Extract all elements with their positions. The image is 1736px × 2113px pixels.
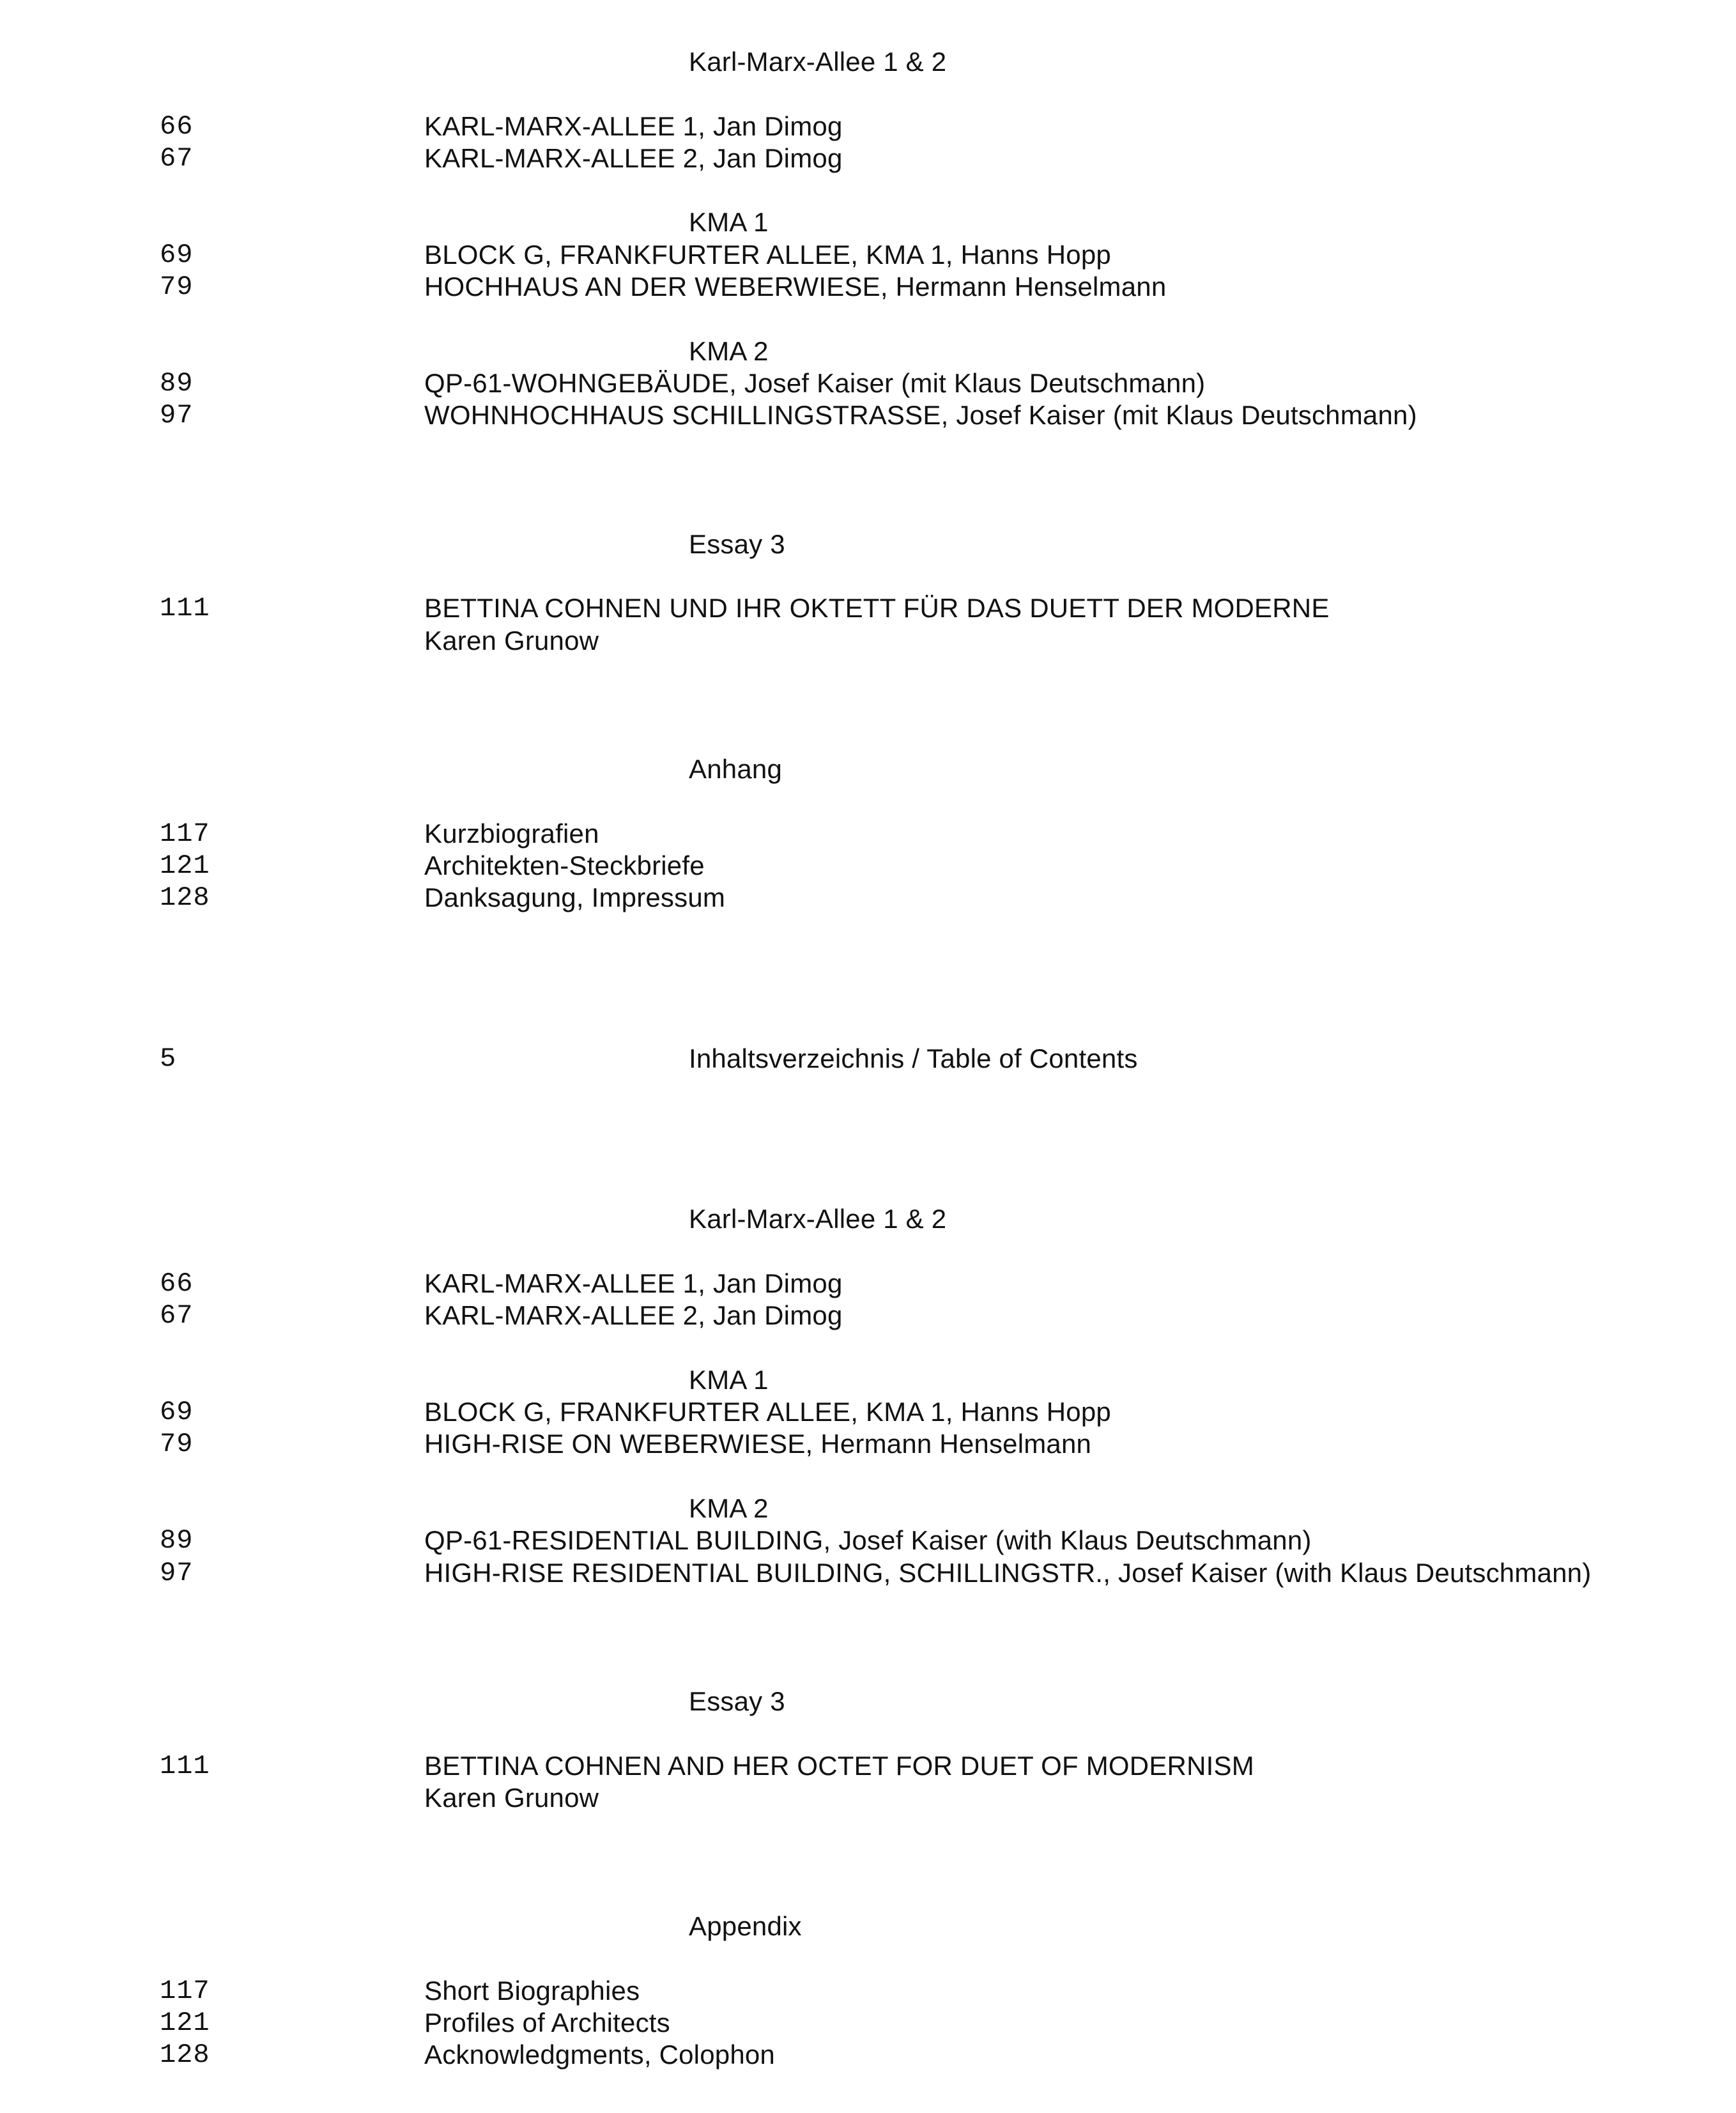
entry-title: Short Biographies: [424, 1976, 640, 2006]
entry-title: HOCHHAUS AN DER WEBERWIESE, Hermann Henselmann: [424, 272, 1167, 302]
entry-page-number: 111: [160, 593, 210, 624]
section-heading-kma-1-2: Karl-Marx-Allee 1 & 2: [689, 47, 947, 77]
entry-page-number: 121: [160, 850, 210, 881]
entry-title: Danksagung, Impressum: [424, 882, 726, 912]
entry-title: KARL-MARX-ALLEE 2, Jan Dimog: [424, 143, 843, 173]
entry-title: HIGH-RISE RESIDENTIAL BUILDING, SCHILLINGSTR., Josef Kaiser (with Klaus Deutschmann): [424, 1558, 1592, 1588]
essay-title: BETTINA COHNEN AND HER OCTET FOR DUET OF MODERNISM: [424, 1751, 1254, 1781]
entry-page-number: 128: [160, 2040, 210, 2070]
essay-author: Karen Grunow: [424, 626, 599, 656]
entry-page-number: 89: [160, 1525, 194, 1556]
section-heading-kma-1: KMA 1: [689, 207, 769, 237]
page-title: Inhaltsverzeichnis / Table of Contents: [689, 1043, 1138, 1073]
entry-title: BLOCK G, FRANKFURTER ALLEE, KMA 1, Hanns Hopp: [424, 1397, 1111, 1427]
entry-page-number: 69: [160, 240, 194, 270]
entry-title: BLOCK G, FRANKFURTER ALLEE, KMA 1, Hanns Hopp: [424, 240, 1111, 270]
entry-page-number: 67: [160, 143, 194, 174]
section-heading-appendix: Appendix: [689, 1911, 802, 1941]
section-heading-essay: Essay 3: [689, 529, 785, 559]
section-heading-kma-2: KMA 2: [689, 1493, 769, 1523]
entry-page-number: 79: [160, 272, 194, 302]
entry-page-number: 128: [160, 882, 210, 913]
entry-page-number: 66: [160, 111, 194, 142]
entry-page-number: 79: [160, 1429, 194, 1459]
entry-title: KARL-MARX-ALLEE 1, Jan Dimog: [424, 111, 843, 141]
entry-title: HIGH-RISE ON WEBERWIESE, Hermann Henselmann: [424, 1429, 1092, 1459]
entry-page-number: 117: [160, 818, 210, 849]
entry-page-number: 67: [160, 1300, 194, 1331]
section-heading-kma-1: KMA 1: [689, 1365, 769, 1395]
entry-title: KARL-MARX-ALLEE 1, Jan Dimog: [424, 1268, 843, 1298]
entry-page-number: 121: [160, 2008, 210, 2038]
entry-title: Architekten-Steckbriefe: [424, 850, 705, 880]
section-heading-appendix: Anhang: [689, 754, 783, 784]
entry-page-number: 117: [160, 1976, 210, 2006]
entry-page-number: 66: [160, 1268, 194, 1299]
section-heading-kma-1-2: Karl-Marx-Allee 1 & 2: [689, 1204, 947, 1234]
page-number: 5: [160, 1043, 177, 1074]
entry-title: Kurzbiografien: [424, 818, 599, 849]
entry-title: WOHNHOCHHAUS SCHILLINGSTRASSE, Josef Kaiser (mit Klaus Deutschmann): [424, 400, 1417, 430]
essay-title: BETTINA COHNEN UND IHR OKTETT FÜR DAS DUETT DER MODERNE: [424, 593, 1330, 623]
entry-title: QP-61-WOHNGEBÄUDE, Josef Kaiser (mit Klaus Deutschmann): [424, 368, 1206, 398]
entry-title: KARL-MARX-ALLEE 2, Jan Dimog: [424, 1300, 843, 1330]
entry-title: QP-61-RESIDENTIAL BUILDING, Josef Kaiser (with Klaus Deutschmann): [424, 1525, 1312, 1555]
entry-page-number: 97: [160, 1558, 194, 1588]
essay-author: Karen Grunow: [424, 1783, 599, 1813]
entry-page-number: 69: [160, 1397, 194, 1427]
entry-page-number: 111: [160, 1751, 210, 1781]
entry-page-number: 97: [160, 400, 194, 431]
entry-title: Profiles of Architects: [424, 2008, 670, 2038]
entry-title: Acknowledgments, Colophon: [424, 2040, 775, 2070]
section-heading-essay: Essay 3: [689, 1686, 785, 1716]
entry-page-number: 89: [160, 368, 194, 399]
section-heading-kma-2: KMA 2: [689, 336, 769, 366]
